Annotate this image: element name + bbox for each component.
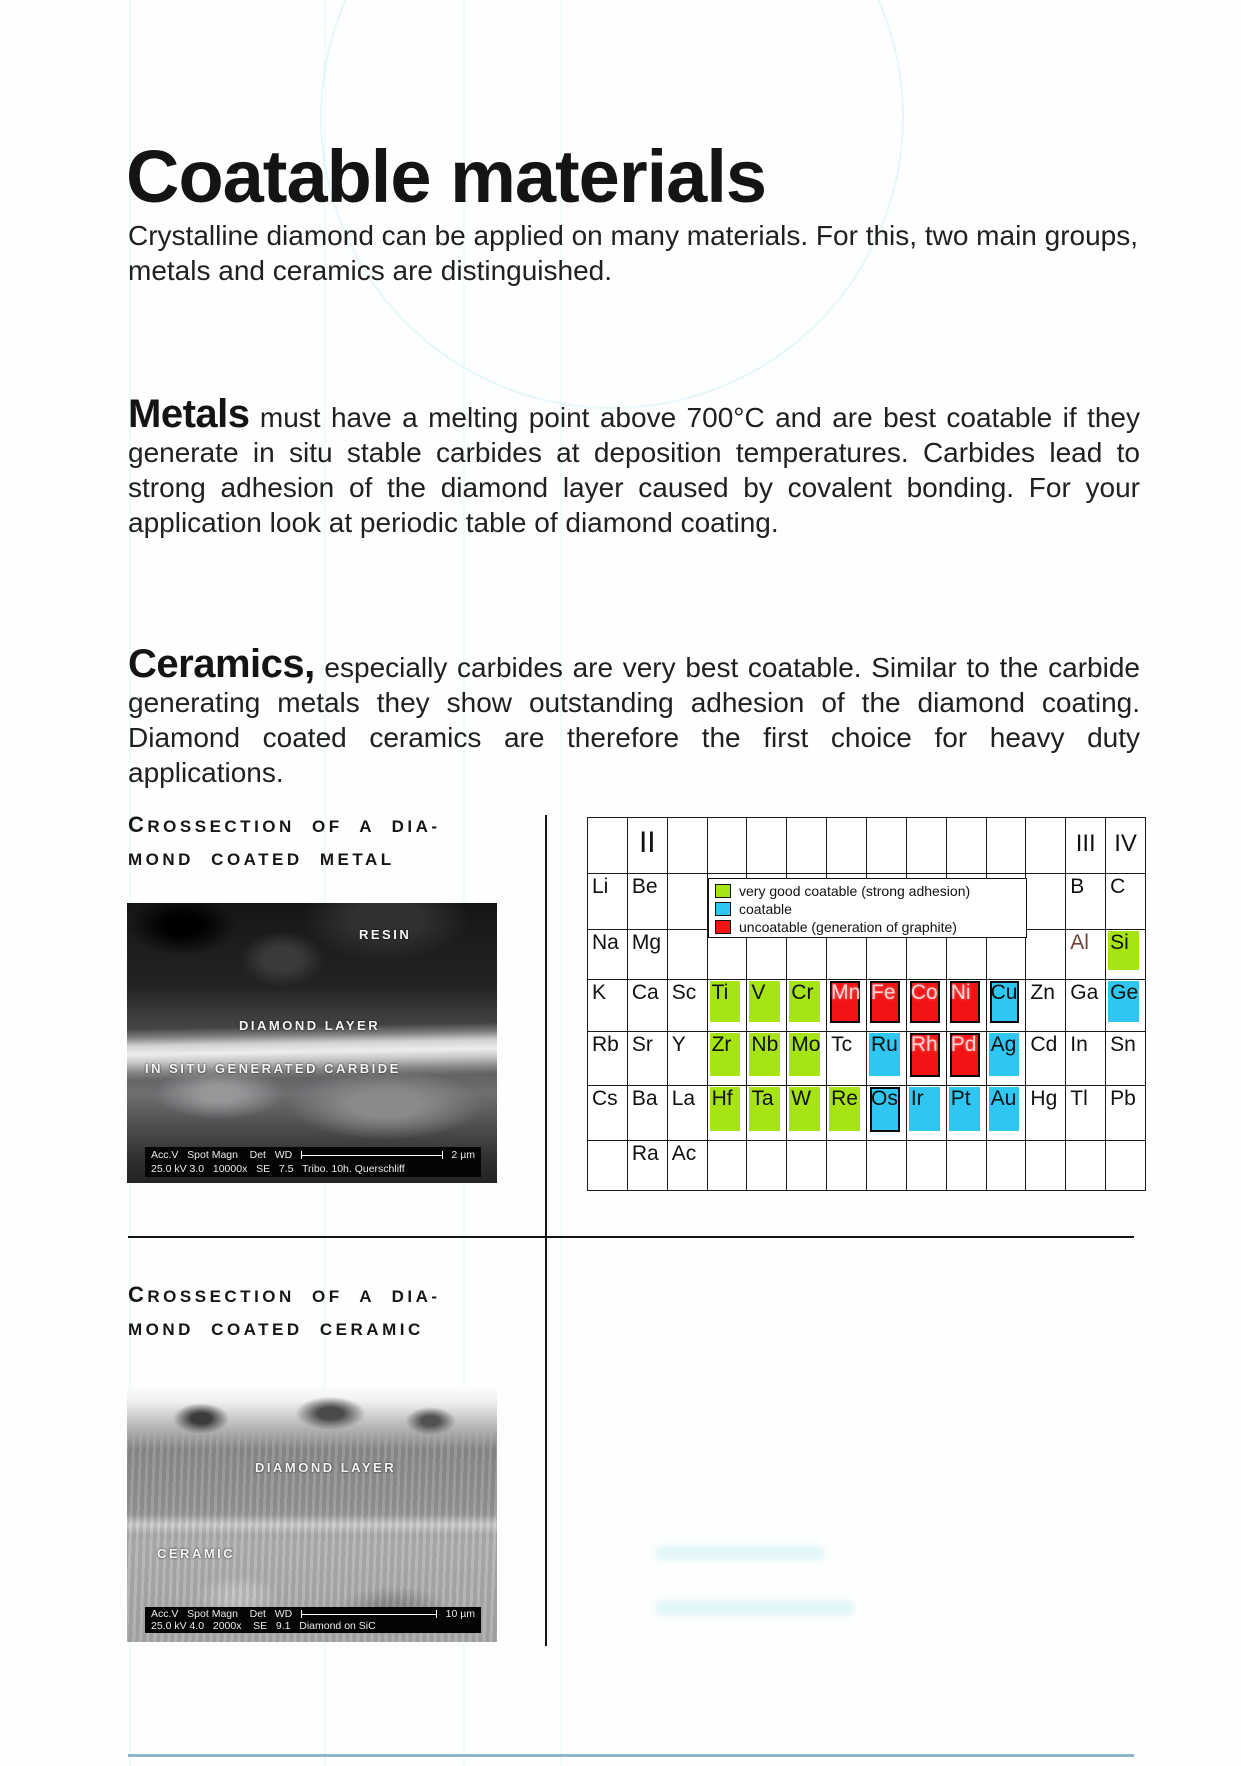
element-symbol: V [751, 981, 766, 1004]
empty-cell [947, 1141, 987, 1191]
column-divider-line [545, 815, 547, 1646]
footer-rule [128, 1754, 1134, 1757]
empty-cell [787, 818, 827, 874]
legend-swatch-uncoatable [715, 920, 731, 934]
micrograph-details: 25.0 kV 4.0 2000x SE 9.1 Diamond on SiC [151, 1620, 376, 1632]
empty-cell [1026, 818, 1066, 874]
element-symbol: Rb [592, 1033, 619, 1056]
element-cell-V [747, 980, 787, 1032]
element-cell-B [1066, 874, 1106, 930]
element-cell-II [628, 818, 668, 874]
element-symbol: Mo [791, 1033, 821, 1056]
element-cell-In [1066, 1032, 1106, 1086]
legend-item [715, 918, 1026, 936]
element-cell-Tc [827, 1032, 867, 1086]
element-cell-Al [1066, 930, 1106, 980]
metals-heading: Metals [128, 392, 250, 436]
sem-image-metal [127, 903, 497, 1183]
diamond-layer-label: DIAMOND LAYER [239, 1018, 381, 1033]
empty-cell [867, 818, 907, 874]
micrograph-info-bar [145, 1607, 481, 1633]
element-symbol: Re [831, 1087, 858, 1110]
group-label: III [1075, 830, 1096, 857]
element-symbol: Li [592, 875, 609, 898]
element-cell-Y [668, 1032, 708, 1086]
element-symbol: B [1070, 875, 1085, 898]
legend-label: coatable [739, 901, 792, 917]
element-cell-Ru [867, 1032, 907, 1086]
figure2-caption-line2: MOND COATED CERAMIC [128, 1319, 424, 1339]
element-symbol: Ti [711, 981, 729, 1004]
periodic-table-row [588, 1032, 1146, 1086]
element-cell-Cr [787, 980, 827, 1032]
element-symbol: Cr [791, 981, 814, 1004]
section-divider-line [128, 1236, 1134, 1238]
empty-cell [668, 818, 708, 874]
element-symbol: W [791, 1087, 812, 1110]
element-cell-Zr [708, 1032, 748, 1086]
element-cell-Mo [787, 1032, 827, 1086]
legend-swatch-good [715, 884, 731, 898]
figure1-caption-line2: MOND COATED METAL [128, 849, 395, 869]
element-symbol: Co [910, 981, 938, 1004]
element-cell-Ti [708, 980, 748, 1032]
element-cell-Au [987, 1086, 1027, 1141]
micrograph-columns: Acc.V Spot Magn Det WD [151, 1149, 296, 1161]
group-label: II [638, 826, 656, 859]
element-cell-Ir [907, 1086, 947, 1141]
page-title: Coatable materials [126, 134, 767, 218]
element-cell-Ga [1066, 980, 1106, 1032]
element-symbol: Sc [671, 981, 697, 1004]
element-cell-Ag [987, 1032, 1027, 1086]
empty-cell [747, 1141, 787, 1191]
element-symbol: La [671, 1087, 696, 1110]
empty-cell [1026, 874, 1066, 930]
figure2-caption-line1: CROSSECTION OF A DIA- [128, 1282, 441, 1307]
scale-label: 10 µm [442, 1608, 475, 1620]
empty-cell [588, 818, 628, 874]
element-symbol: Hf [711, 1087, 733, 1110]
empty-cell [907, 818, 947, 874]
element-symbol: Rh [910, 1033, 938, 1056]
element-cell-Ba [628, 1086, 668, 1141]
periodic-table-row [588, 818, 1146, 874]
scale-bar [301, 1610, 437, 1618]
element-cell-Rb [588, 1032, 628, 1086]
element-symbol: Al [1070, 931, 1089, 954]
element-cell-Rh [907, 1032, 947, 1086]
element-cell-Co [907, 980, 947, 1032]
scale-label: 2 µm [448, 1149, 475, 1161]
micrograph-info-bar [145, 1147, 481, 1177]
element-cell-Cu [987, 980, 1027, 1032]
empty-cell [1066, 1141, 1106, 1191]
micrograph-columns: Acc.V Spot Magn Det WD [151, 1608, 296, 1620]
element-symbol: Tl [1070, 1087, 1088, 1110]
element-cell-III [1066, 818, 1106, 874]
element-cell-Sn [1106, 1032, 1146, 1086]
element-symbol: Cd [1030, 1033, 1058, 1056]
empty-cell [987, 818, 1027, 874]
element-cell-Ge [1106, 980, 1146, 1032]
ceramics-heading: Ceramics, [128, 642, 315, 686]
element-symbol: Ra [631, 1142, 659, 1165]
element-symbol: Ru [871, 1033, 898, 1056]
empty-cell [1106, 1141, 1146, 1191]
element-cell-Tl [1066, 1086, 1106, 1141]
resin-label: RESIN [359, 927, 412, 942]
empty-cell [1026, 1141, 1066, 1191]
element-symbol: Ag [990, 1033, 1017, 1056]
element-symbol: Ca [631, 981, 659, 1004]
element-cell-Os [867, 1086, 907, 1141]
element-cell-W [787, 1086, 827, 1141]
element-cell-Sr [628, 1032, 668, 1086]
element-symbol: Ge [1110, 981, 1139, 1004]
element-cell-Nb [747, 1032, 787, 1086]
watermark-text-ghost [655, 1545, 825, 1561]
element-cell-Ac [668, 1141, 708, 1191]
empty-cell [987, 1141, 1027, 1191]
element-cell-Na [588, 930, 628, 980]
element-symbol: Ga [1070, 981, 1099, 1004]
periodic-table-row [588, 1086, 1146, 1141]
ceramics-body-text: especially carbides are very best coatable. Similar to the carbide generating metals they show outstanding adhesion of the diamond coating. Diamond coated ceramics are therefore the first choice for heavy duty applications. [128, 652, 1140, 788]
element-symbol: Hg [1030, 1087, 1058, 1110]
element-symbol: Si [1110, 931, 1129, 954]
ceramics-paragraph [128, 644, 1140, 790]
figure1-caption [128, 806, 441, 874]
element-cell-Ca [628, 980, 668, 1032]
element-symbol: Mn [831, 981, 861, 1004]
periodic-table-row [588, 980, 1146, 1032]
element-symbol: Ac [671, 1142, 697, 1165]
empty-cell [668, 930, 708, 980]
element-symbol: Mg [631, 931, 662, 954]
element-cell-Mg [628, 930, 668, 980]
empty-cell [867, 1141, 907, 1191]
group-label: IV [1114, 830, 1137, 857]
element-symbol: Ba [631, 1087, 658, 1110]
carbide-label: IN SITU GENERATED CARBIDE [145, 1061, 401, 1076]
element-symbol: Be [631, 875, 658, 898]
element-cell-IV [1106, 818, 1146, 874]
element-symbol: C [1110, 875, 1126, 898]
element-cell-Pb [1106, 1086, 1146, 1141]
element-symbol: In [1070, 1033, 1088, 1056]
micrograph-details: 25.0 kV 3.0 10000x SE 7.5 Tribo. 10h. Querschliff [151, 1163, 405, 1175]
scale-bar [301, 1151, 442, 1159]
ceramic-label: CERAMIC [157, 1546, 236, 1561]
metals-body-text: must have a melting point above 700°C and are best coatable if they generate in situ stable carbides at deposition temperatures. Carbides lead to strong adhesion of the diamond layer caused by covalent bonding. For your application look at periodic table of diamond coating. [128, 402, 1140, 538]
element-cell-Hf [708, 1086, 748, 1141]
legend-item [715, 900, 1026, 918]
element-symbol: Sr [631, 1033, 653, 1056]
element-symbol: Cu [990, 981, 1018, 1004]
element-symbol: Ta [751, 1087, 774, 1110]
element-symbol: Pt [950, 1087, 971, 1110]
element-cell-Sc [668, 980, 708, 1032]
legend-label: uncoatable (generation of graphite) [739, 919, 957, 935]
element-symbol: Nb [751, 1033, 779, 1056]
empty-cell [708, 1141, 748, 1191]
element-symbol: Y [671, 1033, 686, 1056]
sem-image-ceramic [127, 1388, 497, 1642]
legend-item [715, 882, 1026, 900]
element-symbol: K [592, 981, 607, 1004]
diamond-layer-label: DIAMOND LAYER [255, 1460, 397, 1475]
watermark-text-ghost [655, 1600, 855, 1616]
element-cell-Re [827, 1086, 867, 1141]
legend-label: very good coatable (strong adhesion) [739, 883, 971, 899]
element-cell-Pt [947, 1086, 987, 1141]
element-cell-Zn [1026, 980, 1066, 1032]
legend-swatch-coatable [715, 902, 731, 916]
element-cell-Li [588, 874, 628, 930]
element-cell-Mn [827, 980, 867, 1032]
empty-cell [827, 818, 867, 874]
empty-cell [1026, 930, 1066, 980]
empty-cell [747, 818, 787, 874]
element-cell-Be [628, 874, 668, 930]
element-cell-Cs [588, 1086, 628, 1141]
element-symbol: Zr [711, 1033, 732, 1056]
empty-cell [708, 818, 748, 874]
empty-cell [907, 1141, 947, 1191]
element-cell-Pd [947, 1032, 987, 1086]
empty-cell [947, 818, 987, 874]
element-cell-Ra [628, 1141, 668, 1191]
element-cell-C [1106, 874, 1146, 930]
element-cell-Cd [1026, 1032, 1066, 1086]
figure2-caption [128, 1276, 441, 1344]
element-symbol: Na [592, 931, 619, 954]
metals-paragraph [128, 394, 1140, 540]
empty-cell [827, 1141, 867, 1191]
element-cell-Hg [1026, 1086, 1066, 1141]
element-symbol: Fe [871, 981, 896, 1004]
element-symbol: Pd [950, 1033, 977, 1056]
intro-paragraph: Crystalline diamond can be applied on many materials. For this, two main groups, metals and ceramics are distinguished. [128, 220, 1139, 286]
periodic-table [587, 817, 1146, 1191]
element-symbol: Pb [1110, 1087, 1136, 1110]
element-symbol: Ni [950, 981, 971, 1004]
element-symbol: Au [990, 1087, 1017, 1110]
empty-cell [787, 1141, 827, 1191]
element-cell-Ni [947, 980, 987, 1032]
empty-cell [588, 1141, 628, 1191]
element-symbol: Zn [1030, 981, 1055, 1004]
element-symbol: Ir [910, 1087, 924, 1110]
periodic-table-row [588, 1141, 1146, 1191]
element-cell-Ta [747, 1086, 787, 1141]
coating-legend [708, 878, 1027, 938]
element-cell-K [588, 980, 628, 1032]
element-cell-Si [1106, 930, 1146, 980]
element-symbol: Sn [1110, 1033, 1136, 1056]
element-symbol: Cs [592, 1087, 618, 1110]
element-cell-Fe [867, 980, 907, 1032]
figure1-caption-line1: CROSSECTION OF A DIA- [128, 812, 441, 837]
empty-cell [668, 874, 708, 930]
element-symbol: Tc [831, 1033, 853, 1056]
element-symbol: Os [871, 1087, 898, 1110]
element-cell-La [668, 1086, 708, 1141]
